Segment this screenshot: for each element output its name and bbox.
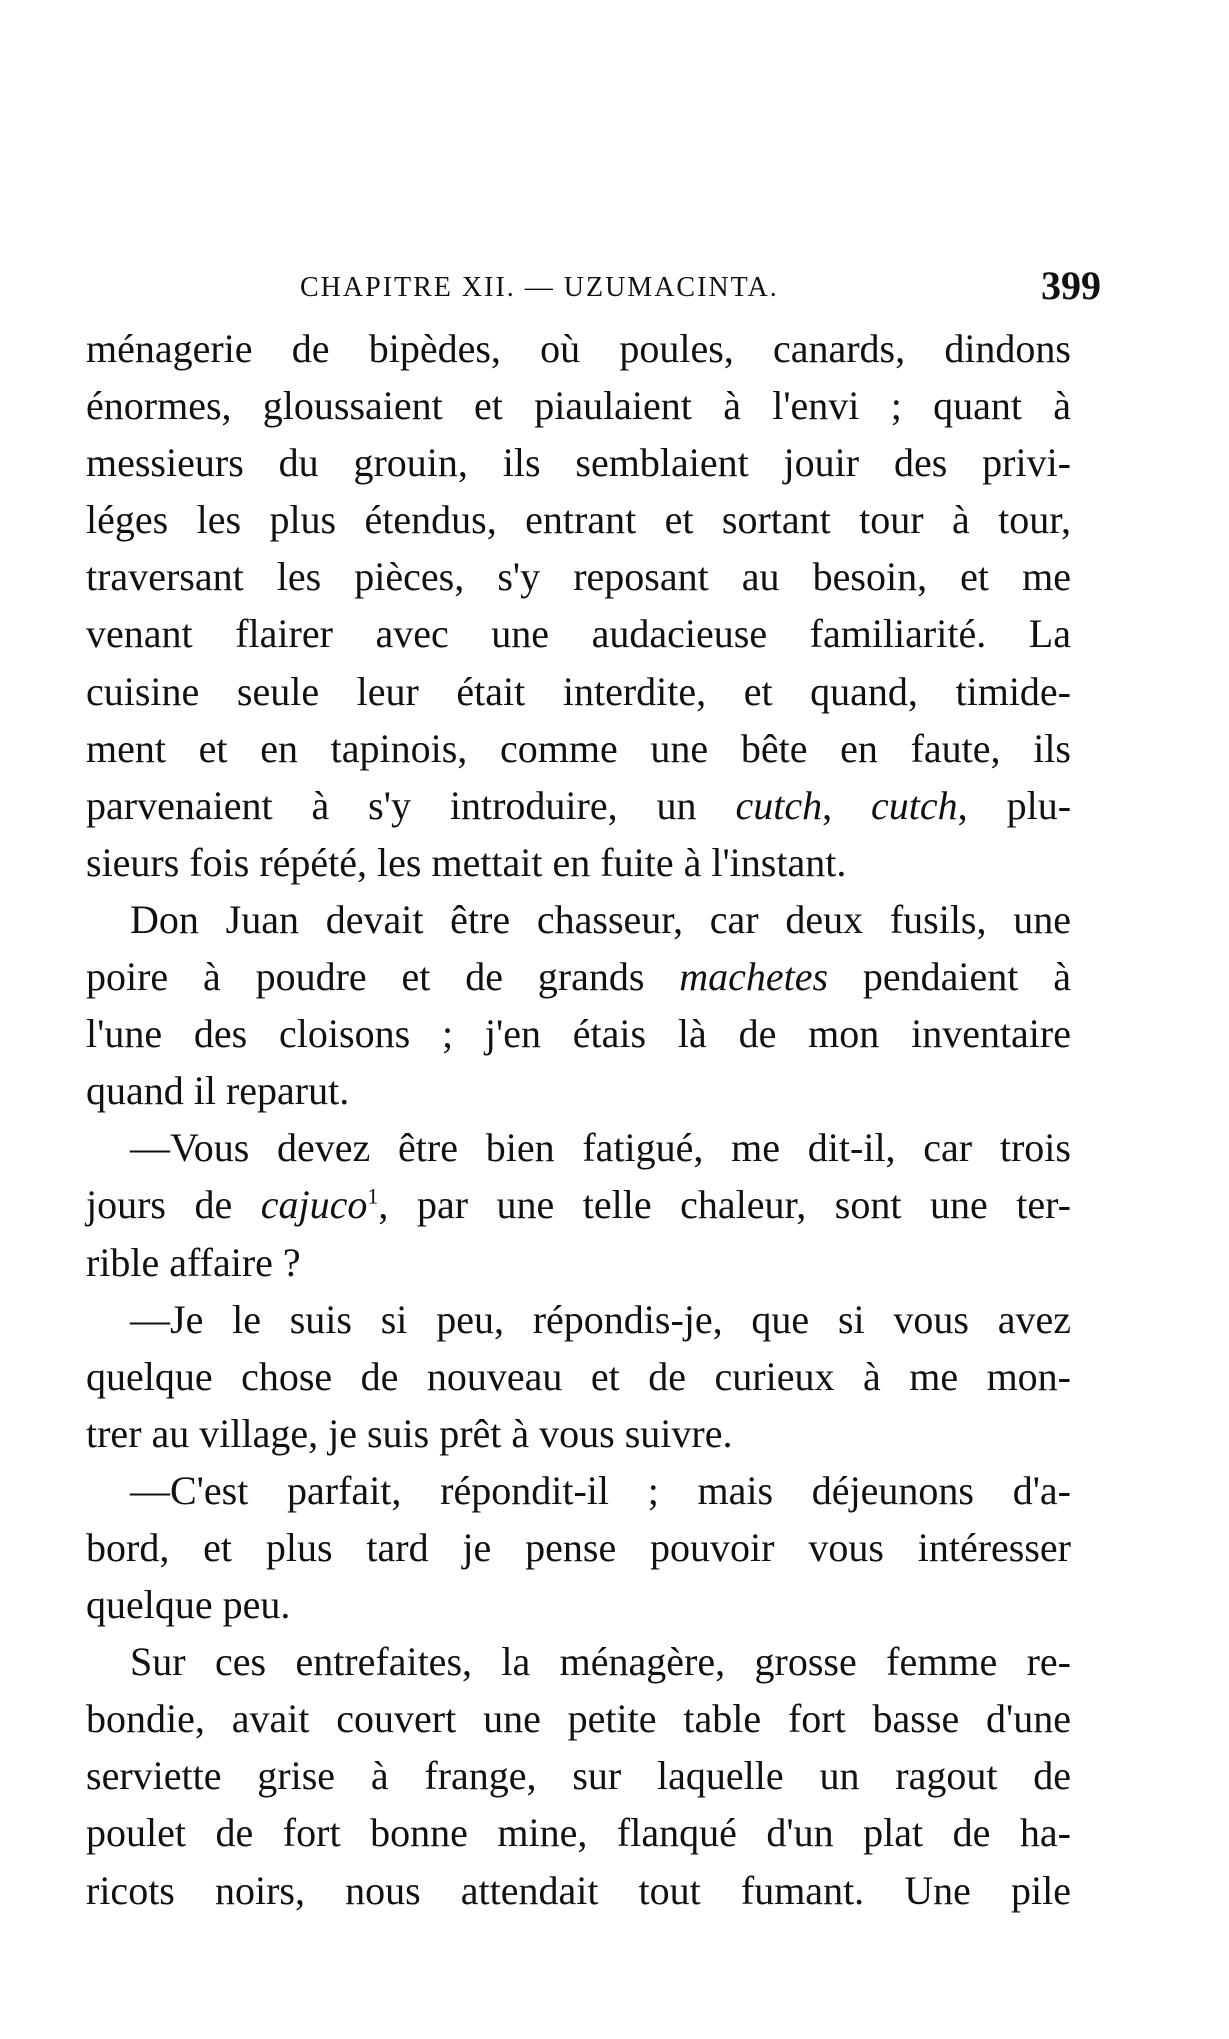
text-run: sieurs fois répété, les mettait en fuite à l'instant. xyxy=(86,839,847,885)
text-line xyxy=(86,1348,1071,1405)
text-run: cuisine seule leur était interdite, et quand, timide- xyxy=(86,668,1071,714)
text-run: pendaient à xyxy=(828,954,1071,1000)
text-line xyxy=(86,1119,1071,1176)
text-run: —Je le suis si peu, répondis-je, que si vous avez xyxy=(130,1296,1071,1342)
text-line xyxy=(86,720,1071,777)
paragraph xyxy=(86,1291,1071,1462)
running-head xyxy=(86,262,1101,322)
text-line xyxy=(86,1804,1071,1861)
text-run: ment et en tapinois, comme une bête en faute, ils xyxy=(86,725,1071,771)
text-run: bord, et plus tard je pense pouvoir vous intéresser xyxy=(86,1524,1071,1570)
text-line xyxy=(86,1690,1071,1747)
text-line xyxy=(86,1405,1071,1462)
text-line xyxy=(86,1576,1071,1633)
text-line xyxy=(86,777,1071,834)
text-line xyxy=(86,377,1071,434)
text-run: bondie, avait couvert une petite table fort basse d'une xyxy=(86,1696,1071,1742)
text-line xyxy=(86,605,1071,662)
text-run: jours de xyxy=(86,1182,261,1228)
text-run: ménagerie de bipèdes, où poules, canards, dindons xyxy=(86,326,1071,371)
text-run: —Vous devez être bien fatigué, me dit-il, car trois xyxy=(130,1125,1071,1171)
text-run: énormes, gloussaient et piaulaient à l'envi ; quant à xyxy=(86,383,1071,429)
text-run: Don Juan devait être chasseur, car deux fusils, une xyxy=(130,896,1071,942)
text-run: traversant les pièces, s'y reposant au besoin, et me xyxy=(86,554,1071,600)
paragraph xyxy=(86,1119,1071,1290)
italic-term: cutch xyxy=(871,782,958,828)
text-run: léges les plus étendus, entrant et sortant tour à tour, xyxy=(86,497,1071,543)
text-line xyxy=(86,320,1071,377)
text-run: venant flairer avec une audacieuse familiarité. La xyxy=(86,611,1071,657)
text-run: , plu- xyxy=(957,782,1072,828)
text-body xyxy=(86,320,1071,1919)
text-run: —C'est parfait, répondit-il ; mais déjeunons d'a- xyxy=(130,1467,1071,1513)
text-run: l'une des cloisons ; j'en étais là de mon inventaire xyxy=(86,1011,1071,1057)
text-line xyxy=(86,1005,1071,1062)
text-run: parvenaient à s'y introduire, un xyxy=(86,782,736,828)
italic-term: cajuco xyxy=(260,1182,368,1228)
text-run: , par une telle chaleur, sont une ter- xyxy=(378,1182,1071,1228)
text-line xyxy=(86,1747,1071,1804)
footnote-marker: 1 xyxy=(367,1184,379,1210)
text-line xyxy=(86,548,1071,605)
text-line xyxy=(86,891,1071,948)
text-run: serviette grise à frange, sur laquelle un ragout de xyxy=(86,1753,1071,1799)
italic-term: cutch xyxy=(735,782,823,828)
text-run: quelque chose de nouveau et de curieux à me mon- xyxy=(86,1353,1071,1399)
text-line xyxy=(86,491,1071,548)
text-line xyxy=(86,1291,1071,1348)
text-line xyxy=(86,1176,1071,1233)
text-run: messieurs du grouin, ils semblaient jouir des privi- xyxy=(86,440,1071,486)
paragraph xyxy=(86,320,1071,891)
text-run: trer au village, je suis prêt à vous suivre. xyxy=(86,1410,733,1456)
text-run: , xyxy=(822,782,872,828)
italic-term: machetes xyxy=(679,954,829,1000)
text-run: Sur ces entrefaites, la ménagère, grosse femme re- xyxy=(130,1639,1071,1685)
text-run: poulet de fort bonne mine, flanqué d'un plat de ha- xyxy=(86,1810,1071,1856)
paragraph xyxy=(86,891,1071,1119)
text-run: rible affaire ? xyxy=(86,1239,301,1285)
text-line xyxy=(86,434,1071,491)
text-line xyxy=(86,1862,1071,1919)
text-run: quand il reparut. xyxy=(86,1068,350,1114)
chapter-title: CHAPITRE XII. — UZUMACINTA. xyxy=(300,272,779,303)
text-run: quelque peu. xyxy=(86,1582,291,1628)
paragraph xyxy=(86,1633,1071,1918)
text-line xyxy=(86,834,1071,891)
text-line xyxy=(86,663,1071,720)
text-line xyxy=(86,948,1071,1005)
text-line xyxy=(86,1633,1071,1690)
text-run: ricots noirs, nous attendait tout fumant. Une pile xyxy=(86,1867,1071,1913)
paragraph xyxy=(86,1462,1071,1633)
text-line xyxy=(86,1462,1071,1519)
text-line xyxy=(86,1234,1071,1291)
page-number: 399 xyxy=(1041,263,1101,308)
text-run: poire à poudre et de grands xyxy=(86,954,680,1000)
text-line xyxy=(86,1519,1071,1576)
text-line xyxy=(86,1062,1071,1119)
